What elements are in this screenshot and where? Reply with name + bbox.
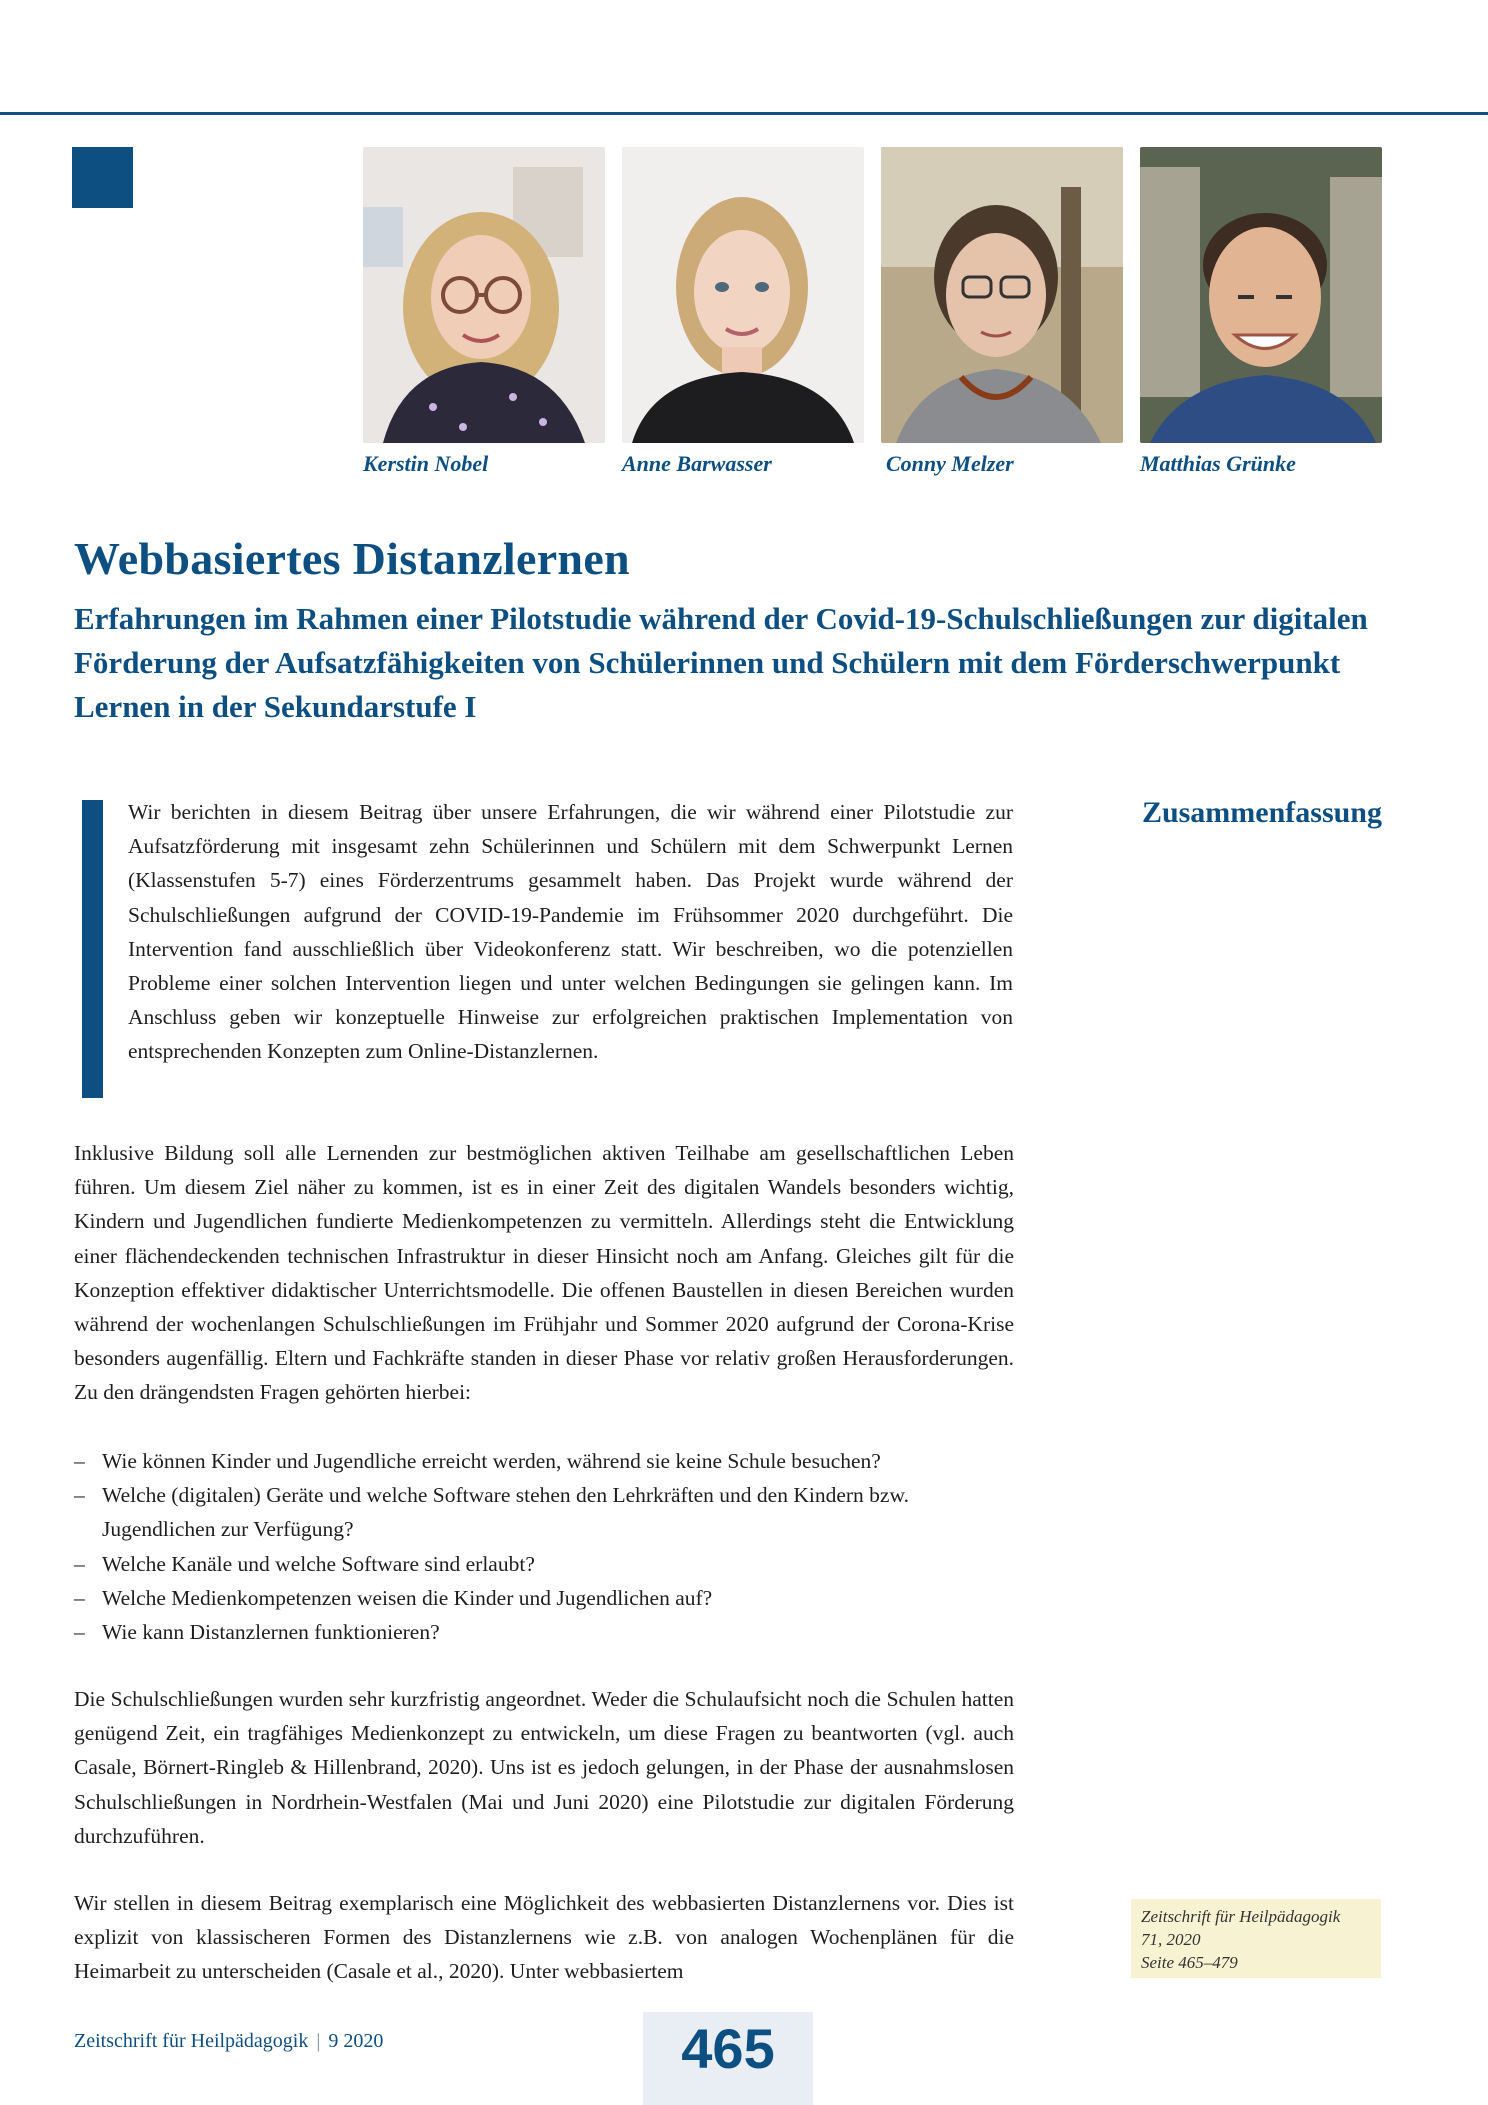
corner-square	[72, 147, 133, 208]
journal-citation-pages: Seite 465–479	[1141, 1953, 1238, 1972]
page-number-box	[643, 2012, 813, 2105]
list-item-text: Welche Kanäle und welche Software sind erlaubt?	[102, 1551, 535, 1576]
author-name-1: Kerstin Nobel	[363, 451, 489, 476]
article-subtitle: Erfahrungen im Rahmen einer Pilotstudie während der Covid-19-Schulschließungen zur digitalen Förderung der Aufsatzfähigkeiten von Schülerinnen und Schülern mit dem Förderschwerpunkt Lernen in der Sekundarstufe I	[74, 601, 1368, 724]
bullet-dash: –	[74, 1551, 85, 1576]
footer-issue: 9 2020	[328, 2030, 384, 2052]
journal-citation-volume: 71, 2020	[1141, 1930, 1201, 1949]
list-item	[74, 1444, 1014, 1478]
journal-citation-box	[1131, 1899, 1381, 1978]
author-name-3: Conny Melzer	[886, 451, 1014, 476]
footer-journal-name: Zeitschrift für Heilpädagogik	[74, 2030, 309, 2052]
author-photo-3	[881, 147, 1123, 443]
journal-citation-name: Zeitschrift für Heilpädagogik	[1141, 1907, 1341, 1926]
footer-separator: |	[316, 2030, 321, 2052]
list-item	[74, 1581, 1014, 1615]
body-paragraph-2: Die Schulschließungen wurden sehr kurzfristig angeordnet. Weder die Schulaufsicht noch die Schulen hatten genügend Zeit, ein tragfähiges Medienkonzept zu entwickeln, um diese Fragen zu beantworten (vgl. auch Casale, Börnert-Ringleb & Hillenbrand, 2020). Uns ist es jedoch gelungen, in der Phase der ausnahmslosen Schulschließungen in Nordrhein-Westfalen (Mai und Juni 2020) eine Pilotstudie zur digitalen Förderung durchzuführen.	[74, 1687, 1014, 1848]
list-item-text: Welche (digitalen) Geräte und welche Software stehen den Lehrkräften und den Kindern bzw. Jugendlichen zur Verfügung?	[102, 1483, 909, 1542]
bullet-dash: –	[74, 1585, 85, 1610]
abstract-text: Wir berichten in diesem Beitrag über unsere Erfahrungen, die wir während einer Pilotstudie zur Aufsatzförderung mit insgesamt zehn Schülerinnen und Schülern mit dem Schwerpunkt Lernen (Klassenstufen 5-7) eines Förderzentrums gesammelt haben. Das Projekt wurde während der Schulschließungen aufgrund der COVID-19-Pandemie im Frühsommer 2020 durchgeführt. Die Intervention fand ausschließlich über Videokonferenz statt. Wir beschreiben, wo die potenziellen Probleme einer solchen Intervention liegen und unter welchen Bedingungen sie gelingen kann. Im Anschluss geben wir konzeptuelle Hinweise zur erfolgreichen praktischen Implementation von entsprechenden Konzepten zum Online-Distanzlernen.	[128, 800, 1013, 1064]
bullet-dash: –	[74, 1483, 85, 1508]
question-list	[74, 1444, 1014, 1649]
body-paragraph-1: Inklusive Bildung soll alle Lernenden zur bestmöglichen aktiven Teilhabe am gesellschaftlichen Leben führen. Um diesem Ziel näher zu kommen, ist es in einer Zeit des digitalen Wandels besonders wichtig, Kindern und Jugendlichen fundierte Medienkompetenzen zu vermitteln. Allerdings steht die Entwicklung einer flächendeckenden technischen Infrastruktur in dieser Hinsicht noch am Anfang. Gleiches gilt für die Konzeption effektiver didaktischer Unterrichtsmodelle. Die offenen Baustellen in diesen Bereichen wurden während der wochenlangen Schulschließungen im Frühjahr und Sommer 2020 aufgrund der Corona-Krise besonders augenfällig. Eltern und Fachkräfte standen in dieser Phase vor relativ großen Herausforderungen. Zu den drängendsten Fragen gehörten hierbei:	[74, 1141, 1014, 1405]
author-photo-2	[622, 147, 864, 443]
article-title: Webbasiertes Distanzlernen	[74, 533, 630, 584]
list-item-text: Wie kann Distanzlernen funktionieren?	[102, 1620, 440, 1645]
list-item	[74, 1547, 1014, 1581]
list-item-text: Wie können Kinder und Jugendliche erreicht werden, während sie keine Schule besuchen?	[102, 1449, 881, 1473]
abstract-bar	[82, 800, 103, 1098]
abstract-heading: Zusammenfassung	[1141, 796, 1382, 829]
list-item	[74, 1478, 1014, 1546]
list-item-text: Welche Medienkompetenzen weisen die Kinder und Jugendlichen auf?	[102, 1585, 713, 1610]
body-paragraph-3: Wir stellen in diesem Beitrag exemplarisch eine Möglichkeit des webbasierten Distanzlernens vor. Dies ist explizit von klassischeren Formen des Distanzlernens wie z.B. von analogen Wochenplänen für die Heimarbeit zu unterscheiden (Casale et al., 2020). Unter webbasiertem	[74, 1891, 1014, 1984]
author-name-4: Matthias Grünke	[1140, 451, 1296, 476]
author-photo-1	[363, 147, 605, 443]
bullet-dash: –	[74, 1449, 85, 1473]
page-number: 465	[681, 2017, 775, 2080]
author-name-2: Anne Barwasser	[622, 451, 772, 476]
list-item	[74, 1615, 1014, 1649]
author-photo-4	[1140, 147, 1382, 443]
footer-journal	[74, 2030, 383, 2053]
top-rule	[0, 112, 1488, 115]
bullet-dash: –	[74, 1620, 85, 1645]
